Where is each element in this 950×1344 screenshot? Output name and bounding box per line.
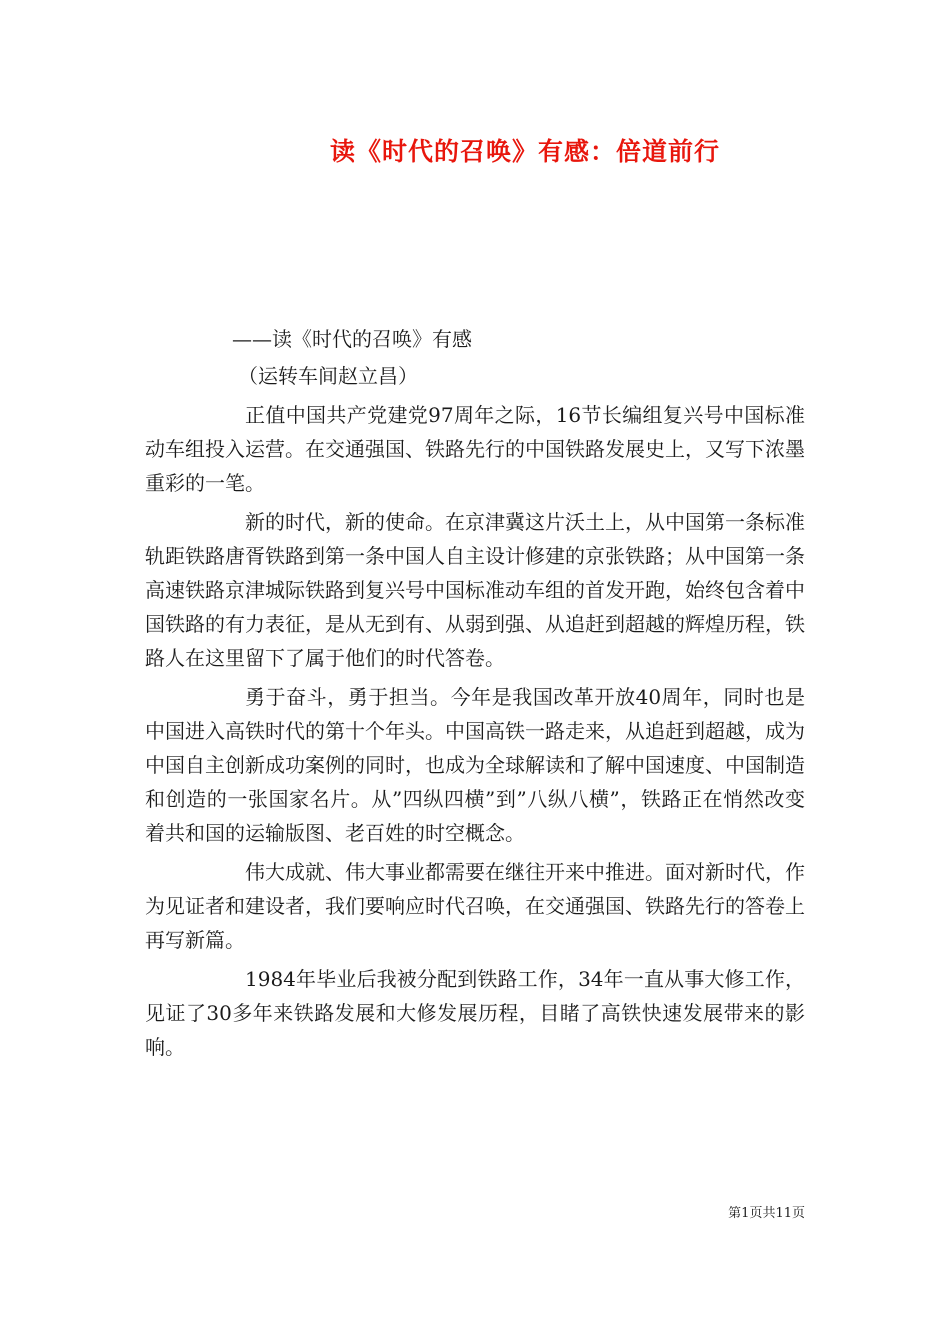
- page-title: 读《时代的召唤》有感：倍道前行: [330, 137, 721, 166]
- paragraph: 新的时代，新的使命。在京津冀这片沃土上，从中国第一条标准轨距铁路唐胥铁路到第一条中国人自主设计修建的京张铁路；从中国第一条高速铁路京津城际铁路到复兴号中国标准动车组的首发开跑，始终包含着中国铁路的有力表征，是从无到有、从弱到强、从追赶到超越的辉煌历程，铁路人在这里留下了属于他们的时代答卷。: [145, 510, 805, 670]
- paragraph: 1984年毕业后我被分配到铁路工作，34年一直从事大修工作，见证了30多年来铁路发展和大修发展历程，目睹了高铁快速发展带来的影响。: [145, 967, 805, 1059]
- paragraph: 伟大成就、伟大事业都需要在继往开来中推进。面对新时代，作为见证者和建设者，我们要响应时代召唤，在交通强国、铁路先行的答卷上再写新篇。: [145, 860, 805, 952]
- article-subtitle: ——读《时代的召唤》有感: [232, 327, 472, 351]
- article-byline: （运转车间赵立昌）: [238, 364, 418, 388]
- paragraph: 勇于奋斗，勇于担当。今年是我国改革开放40周年，同时也是中国进入高铁时代的第十个年头。中国高铁一路走来，从追赶到超越，成为中国自主创新成功案例的同时，也成为全球解读和了解中国速度、中国制造和创造的一张国家名片。从”四纵四横”到”八纵八横”，铁路正在悄然改变着共和国的运输版图、老百姓的时空概念。: [145, 685, 805, 845]
- paragraph: 正值中国共产党建党97周年之际，16节长编组复兴号中国标准动车组投入运营。在交通强国、铁路先行的中国铁路发展史上，又写下浓墨重彩的一笔。: [145, 403, 805, 495]
- article-body: [145, 398, 805, 1069]
- page-number-footer: 第1页共11页: [728, 1206, 805, 1221]
